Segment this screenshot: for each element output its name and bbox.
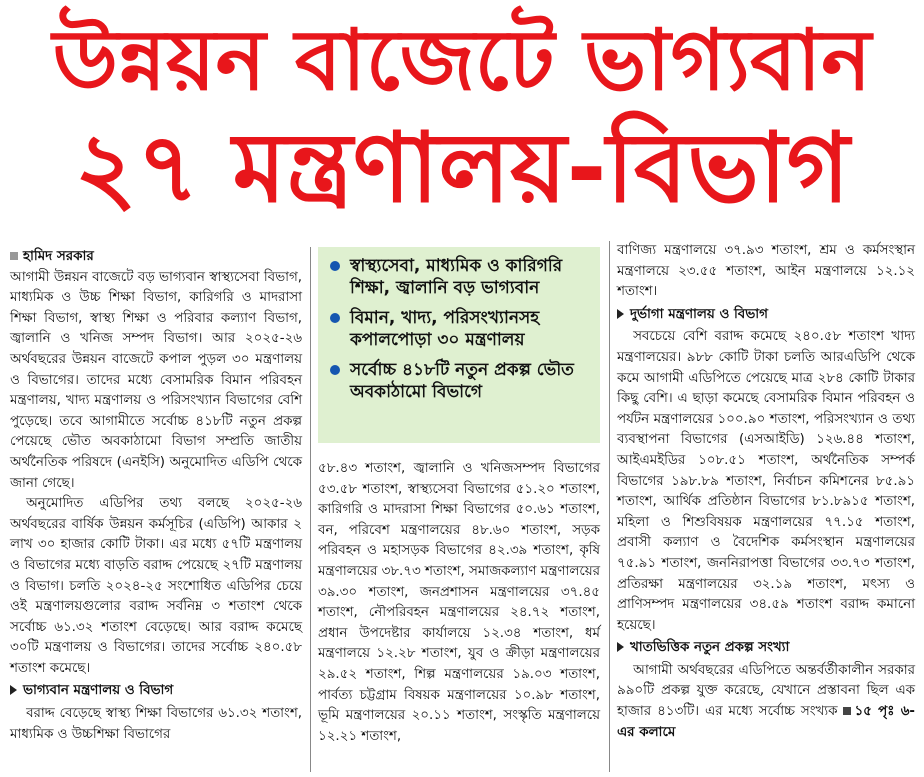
bullet-icon — [330, 261, 340, 271]
article-column-3 — [617, 241, 915, 743]
article-column-1 — [10, 247, 302, 745]
highlight-item — [330, 307, 592, 351]
subheading — [10, 681, 302, 702]
subheading-text: ভাগ্যবান মন্ত্রণালয় ও বিভাগ — [23, 683, 174, 699]
highlight-item — [330, 255, 592, 299]
byline — [10, 247, 302, 268]
paragraph: আগামী উন্নয়ন বাজেটে বড় ভাগ্যবান স্বাস্থ্যসেবা বিভাগ, মাধ্যমিক ও উচ্চ শিক্ষা বিভাগ, কারিগরি ও মাদরাসা শিক্ষা বিভাগ, স্বাস্থ্য শিক্ষা ও পরিবার কল্যাণ বিভাগ, জ্বালানি ও খনিজ সম্পদ বিভাগ। আর ২০২৫-২৬ অর্থবছরের উন্নয়ন বাজেটে কপাল পুড়ল ৩০ মন্ত্রণালয় ও বিভাগের। তাদের মধ্যে বেসামরিক বিমান পরিবহন মন্ত্রণালয়, খাদ্য মন্ত্রণালয় ও পরিসংখ্যান বিভাগের বেশি পুড়েছে। তবে আগামীতে সর্বোচ্চ ৪১৮টি নতুন প্রকল্প পেয়েছে ভৌত অবকাঠামো বিভাগ সম্প্রতি জাতীয় অর্থনৈতিক পরিষদে (এনইসি) অনুমোদিত এডিপি থেকে জানা গেছে। — [10, 269, 302, 491]
subheading — [617, 638, 915, 659]
headline-line-2: ২৭ মন্ত্রণালয়-বিভাগ — [74, 112, 850, 224]
paragraph — [617, 661, 915, 743]
subheading — [617, 305, 915, 326]
paragraph: বাণিজ্য মন্ত্রণালয়ে ৩৭.৯৩ শতাংশ, শ্রম ও কর্মসংস্থান মন্ত্রণালয়ে ২৩.৫৫ শতাংশ, আইন মন্ত্রণালয়ে ১২.১২ শতাংশ। — [617, 243, 915, 300]
highlight-text: বিমান, খাদ্য, পরিসংখ্যানসহ কপালপোড়া ৩০ মন্ত্রণালয় — [350, 308, 540, 350]
subheading-text: দুর্ভাগা মন্ত্রণালয় ও বিভাগ — [630, 306, 768, 322]
paragraph: ৫৮.৪৩ শতাংশ, জ্বালানি ও খনিজসম্পদ বিভাগের ৫৩.৫৮ শতাংশ, স্বাস্থ্যসেবা বিভাগের ৫১.২০ শতাংশ, কারিগরি ও মাদরাসা শিক্ষা বিভাগের ৫০.৬১ শতাংশ, বন, পরিবেশ মন্ত্রণালয়ের ৪৮.৬০ শতাংশ, সড়ক পরিবহন ও মহাসড়ক বিভাগের ৪২.৩৯ শতাংশ, কৃষি মন্ত্রণালয়ের ৩৮.৭৩ শতাংশ, সমাজকল্যাণ মন্ত্রণালয়ের ৩৯.৩০ শতাংশ, জনপ্রশাসন মন্ত্রণালয়ের ৩৭.৪৫ শতাংশ, নৌপরিবহন মন্ত্রণালয়ের ২৪.৭২ শতাংশ, প্রধান উপদেষ্টার কার্যালয়ে ১২.৩৪ শতাংশ, ধর্ম মন্ত্রণালয়ে ১২.২৮ শতাংশ, যুব ও ক্রীড়া মন্ত্রণালয়ের ২৯.৫২ শতাংশ, শিল্প মন্ত্রণালয়ের ১৯.০৩ শতাংশ, পার্বত্য চট্টগ্রাম বিষয়ক মন্ত্রণালয়ের ১০.৯৮ শতাংশ, ভূমি মন্ত্রণালয়ের ২০.১১ শতাংশ, সংস্কৃতি মন্ত্রণালয়ে ১২.২১ শতাংশ, — [318, 461, 600, 744]
column-divider — [609, 241, 610, 772]
subheading-text: খাতভিত্তিক নতুন প্রকল্প সংখ্যা — [630, 640, 790, 656]
highlight-text: স্বাস্থ্যসেবা, মাধ্যমিক ও কারিগরি শিক্ষা, জ্বালানি বড় ভাগ্যবান — [350, 256, 563, 298]
bullet-icon — [330, 365, 340, 375]
article-column-2 — [318, 459, 600, 747]
paragraph: বরাদ্দ বেড়েছে স্বাস্থ্য শিক্ষা বিভাগের ৬১.৩২ শতাংশ, মাধ্যমিক ও উচ্চশিক্ষা বিভাগের — [10, 706, 302, 742]
triangle-bullet-icon — [617, 309, 624, 319]
continuation-text: ১৫ পৃঃ ৬-এর কলামে — [617, 704, 915, 740]
highlights-box — [318, 247, 600, 443]
highlight-text: সর্বোচ্চ ৪১৮টি নতুন প্রকল্প ভৌত অবকাঠামো বিভাগে — [350, 360, 574, 402]
triangle-bullet-icon — [10, 685, 17, 695]
headline-line-1: উন্নয়ন বাজেটে ভাগ্যবান — [52, 11, 872, 109]
paragraph: সবচেয়ে বেশি বরাদ্দ কমেছে ২৪০.৫৮ শতাংশ খাদ্য মন্ত্রণালয়ের। ৯৮৮ কোটি টাকা চলতি আরএডিপি থেকে কমে আগামী এডিপিতে পেয়েছে মাত্র ২৮৪ কোটি টাকার কিছু বেশি। এ ছাড়া কমেছে বেসামরিক বিমান পরিবহন ও পর্যটন মন্ত্রণালয়ের ১০০.৯০ শতাংশ, পরিসংখ্যান ও তথ্য ব্যবস্থাপনা বিভাগের (এসআইডি) ১২৬.৪৪ শতাংশ, আইএমইডির ১০৮.৫১ শতাংশ, অর্থনৈতিক সম্পর্ক বিভাগের ১৯৮.৮৯ শতাংশ, নির্বাচন কমিশনের ৮৫.৯১ শতাংশ, আর্থিক প্রতিষ্ঠান বিভাগের ৮১.৮৯১৫ শতাংশ, মহিলা ও শিশুবিষয়ক মন্ত্রণালয়ের ৭৭.১৫ শতাংশ, প্রবাসী কল্যাণ ও বৈদেশিক কর্মসংস্থান মন্ত্রণালয়ের ৭৫.৯১ শতাংশ, জননিরাপত্তা বিভাগের ৩৩.৭৩ শতাংশ, প্রতিরক্ষা মন্ত্রণালয়ের ৩২.১৯ শতাংশ, মৎস্য ও প্রাণিসম্পদ মন্ত্রণালয়ের ৩৪.৫৯ শতাংশ বরাদ্দ কমানো হয়েছে। — [617, 329, 915, 633]
paragraph: অনুমোদিত এডিপির তথ্য বলছে ২০২৫-২৬ অর্থবছরের বার্ষিক উন্নয়ন কর্মসূচির (এডিপি) আকার ২ লাখ ৩০ হাজার কোটি টাকা। এর মধ্যে ৫৭টি মন্ত্রণালয় ও বিভাগের মধ্যে বাড়তি বরাদ্দ পেয়েছে ২৭টি মন্ত্রণালয় ও বিভাগ। চলতি ২০২৪-২৫ সংশোধিত এডিপির চেয়ে ওই মন্ত্রণালয়গুলোর বরাদ্দ সর্বনিম্ন ৩ শতাংশ থেকে সর্বোচ্চ ৬১.৩২ শতাংশ বেড়েছে। আর বরাদ্দ কমেছে ৩০টি মন্ত্রণালয় ও বিভাগের। তাদের সর্বোচ্চ ২৪০.৫৮ শতাংশ কমেছে। — [10, 496, 302, 676]
square-icon — [843, 707, 851, 715]
square-bullet-icon — [10, 252, 18, 260]
author-name: হামিদ সরকার — [23, 249, 94, 264]
highlight-item — [330, 359, 592, 403]
column-divider — [310, 247, 311, 772]
triangle-bullet-icon — [617, 642, 624, 652]
paragraph-text: আগামী অর্থবছরের এডিপিতে অন্তর্বর্তীকালীন সরকার ৯৯০টি প্রকল্প যুক্ত করেছে, যেখানে প্রস্তাবনা ছিল এক হাজার ৪১৩টি। এর মধ্যে সর্বোচ্চ সংখ্যক — [617, 662, 915, 720]
bullet-icon — [330, 313, 340, 323]
